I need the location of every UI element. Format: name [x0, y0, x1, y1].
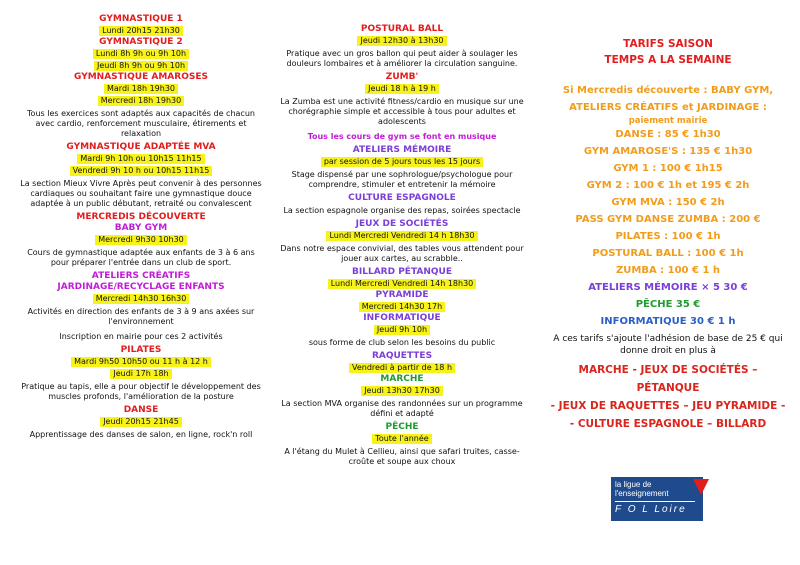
included-activities-line: - CULTURE ESPAGNOLE – BILLARD	[569, 418, 767, 430]
activity-title: BILLARD PÉTANQUE	[352, 267, 452, 277]
tarif-note: paiement mairie	[628, 116, 708, 126]
activity-description: La section Mieux Vivre Après peut convenir à des personnes cardiaques ou souhaitant faire une gymnastique douce adaptée à un public débutant, retraité ou convalescent	[20, 179, 262, 208]
activity-description: A l'étang du Mulet à Cellieu, ainsi que safari truites, casse-croûte et soupe aux choux	[284, 447, 520, 466]
schedule-highlight: Lundi 20h15 21h30	[99, 26, 183, 36]
tarif-line: ZUMBA : 100 € 1 h	[616, 265, 720, 276]
activity-description: Activités en direction des enfants de 3 à 9 ans axées sur l'environnement	[27, 307, 255, 326]
column-schedule-left	[18, 14, 264, 443]
activity-title: GYMNASTIQUE ADAPTÉE MVA	[66, 142, 216, 152]
schedule-highlight: Vendredi 9h 10 h ou 10h15 11h15	[70, 166, 213, 176]
activity-title: GYMNASTIQUE 2	[99, 37, 183, 47]
schedule-highlight: Jeudi 20h15 21h45	[100, 417, 182, 427]
tarif-line: PASS GYM DANSE ZUMBA : 200 €	[575, 214, 761, 225]
activity-title: MARCHE	[380, 374, 424, 384]
tarifs-heading: TEMPS A LA SEMAINE	[604, 54, 732, 66]
column-schedule-middle	[277, 24, 527, 470]
schedule-highlight: Mercredi 14h30 17h	[359, 302, 445, 312]
schedule-highlight: Lundi Mercredi Vendredi 14 h 18h30	[326, 231, 477, 241]
activity-title: POSTURAL BALL	[360, 24, 444, 34]
activity-title: RAQUETTES	[371, 351, 433, 361]
schedule-highlight: Mercredi 18h 19h30	[98, 96, 184, 106]
logo-line-2: l'enseignement	[615, 489, 669, 498]
tarifs-heading: TARIFS SAISON	[623, 38, 713, 50]
ligue-enseignement-logo	[611, 477, 703, 521]
schedule-highlight: Mardi 9h50 10h50 ou 11 h à 12 h	[71, 357, 211, 367]
tarif-line: DANSE : 85 € 1h30	[615, 129, 721, 140]
schedule-highlight: Jeudi 18 h à 19 h	[365, 84, 439, 94]
activity-title: INFORMATIQUE	[363, 313, 441, 323]
activity-title: ZUMB'	[385, 72, 419, 82]
activity-description: Pratique au tapis, elle a pour objectif le développement des muscles profonds, l'amélioration de la posture	[21, 382, 261, 401]
tarif-line: INFORMATIQUE 30 € 1 h	[600, 316, 736, 327]
activity-description: La section espagnole organise des repas, soirées spectacle	[283, 206, 521, 215]
activity-title: PYRAMIDE	[375, 290, 429, 300]
activity-description: Cours de gymnastique adaptée aux enfants de 3 à 6 ans pour préparer l'entrée dans un club de sport.	[27, 248, 255, 267]
activity-description: sous forme de club selon les besoins du public	[308, 338, 496, 347]
column-tarifs	[548, 36, 788, 433]
schedule-highlight: Vendredi à partir de 18 h	[349, 363, 455, 373]
tarif-line: ATELIERS CRÉATIFS et JARDINAGE :	[569, 102, 767, 113]
activity-title: GYMNASTIQUE AMAROSES	[74, 72, 208, 82]
logo-red-mark-icon	[693, 479, 709, 495]
tarif-line: GYM AMAROSE'S : 135 € 1h30	[583, 146, 753, 157]
activity-title: JARDINAGE/RECYCLAGE ENFANTS	[57, 282, 225, 292]
schedule-highlight: Lundi Mercredi Vendredi 14h 18h30	[328, 279, 477, 289]
schedule-highlight: Mercredi 14h30 16h30	[93, 294, 190, 304]
included-activities-line: - JEUX DE RAQUETTES – JEU PYRAMIDE -	[550, 400, 786, 412]
activity-title: GYMNASTIQUE 1	[99, 14, 183, 24]
activity-description: Apprentissage des danses de salon, en ligne, rock'n roll	[29, 430, 253, 439]
tarif-line: PILATES : 100 € 1h	[615, 231, 721, 242]
activity-title: DANSE	[123, 405, 159, 415]
schedule-highlight: Lundi 8h 9h ou 9h 10h	[93, 49, 189, 59]
activity-description: Tous les exercices sont adaptés aux capacités de chacun avec cardio, renforcement musculaire, étirements et relaxation	[27, 109, 255, 138]
activity-description: Inscription en mairie pour ces 2 activités	[59, 332, 223, 341]
activity-description: La Zumba est une activité fitness/cardio en musique sur une chorégraphie simple et accessible à tous pour adultes et adolescents	[280, 97, 524, 126]
activity-description: Dans notre espace convivial, des tables vous attendent pour jouer aux cartes, au scrabble..	[280, 244, 524, 263]
tarif-line: Si Mercredis découverte : BABY GYM,	[562, 85, 774, 96]
activity-title: PÊCHE	[385, 422, 419, 432]
activity-title: BABY GYM	[114, 223, 168, 233]
activity-description: Stage dispensé par une sophrologue/psychologue pour comprendre, stimuler et entretenir la mémoire	[291, 170, 513, 189]
included-activities-line: MARCHE - JEUX DE SOCIÉTÉS – PÉTANQUE	[578, 364, 758, 394]
activity-title: PILATES	[120, 345, 162, 355]
activity-title: JEUX DE SOCIÉTÉS	[355, 219, 449, 229]
schedule-highlight: Toute l'année	[372, 434, 431, 444]
tarif-line: GYM 1 : 100 € 1h15	[613, 163, 723, 174]
schedule-highlight: par session de 5 jours tous les 15 jours	[321, 157, 483, 167]
activity-title: ATELIERS CRÉATIFS	[91, 271, 191, 281]
logo-line-1: la ligue de	[615, 480, 652, 489]
logo-divider	[615, 501, 695, 502]
schedule-highlight: Mercredi 9h30 10h30	[95, 235, 187, 245]
schedule-highlight: Jeudi 13h30 17h30	[361, 386, 443, 396]
schedule-highlight: Jeudi 12h30 à 13h30	[357, 36, 446, 46]
tarif-line: GYM 2 : 100 € 1h et 195 € 2h	[586, 180, 750, 191]
tarif-line: GYM MVA : 150 € 2h	[611, 197, 725, 208]
logo-line-3: F O L Loire	[615, 504, 687, 515]
schedule-highlight: Jeudi 17h 18h	[110, 369, 171, 379]
activity-title: ATELIERS MÉMOIRE	[352, 145, 452, 155]
activity-description: Pratique avec un gros ballon qui peut aider à soulager les douleurs lombaires et à améliorer la circulation sanguine.	[286, 49, 518, 68]
tarif-line: ATELIERS MÉMOIRE × 5 30 €	[588, 282, 748, 293]
schedule-highlight: Mardi 18h 19h30	[104, 84, 178, 94]
music-note-text: Tous les cours de gym se font en musique	[307, 132, 497, 141]
tarif-line: POSTURAL BALL : 100 € 1h	[592, 248, 744, 259]
schedule-highlight: Mardi 9h 10h ou 10h15 11h15	[77, 154, 204, 164]
activity-title: MERCREDIS DÉCOUVERTE	[76, 212, 206, 222]
adhesion-note: A ces tarifs s'ajoute l'adhésion de base de 25 € qui donne droit en plus à	[553, 334, 783, 356]
activity-description: La section MVA organise des randonnées sur un programme défini et adapté	[281, 399, 523, 418]
tarif-line: PÊCHE 35 €	[635, 299, 701, 310]
schedule-highlight: Jeudi 8h 9h ou 9h 10h	[94, 61, 188, 71]
schedule-highlight: Jeudi 9h 10h	[374, 325, 430, 335]
activity-title: CULTURE ESPAGNOLE	[348, 193, 456, 203]
